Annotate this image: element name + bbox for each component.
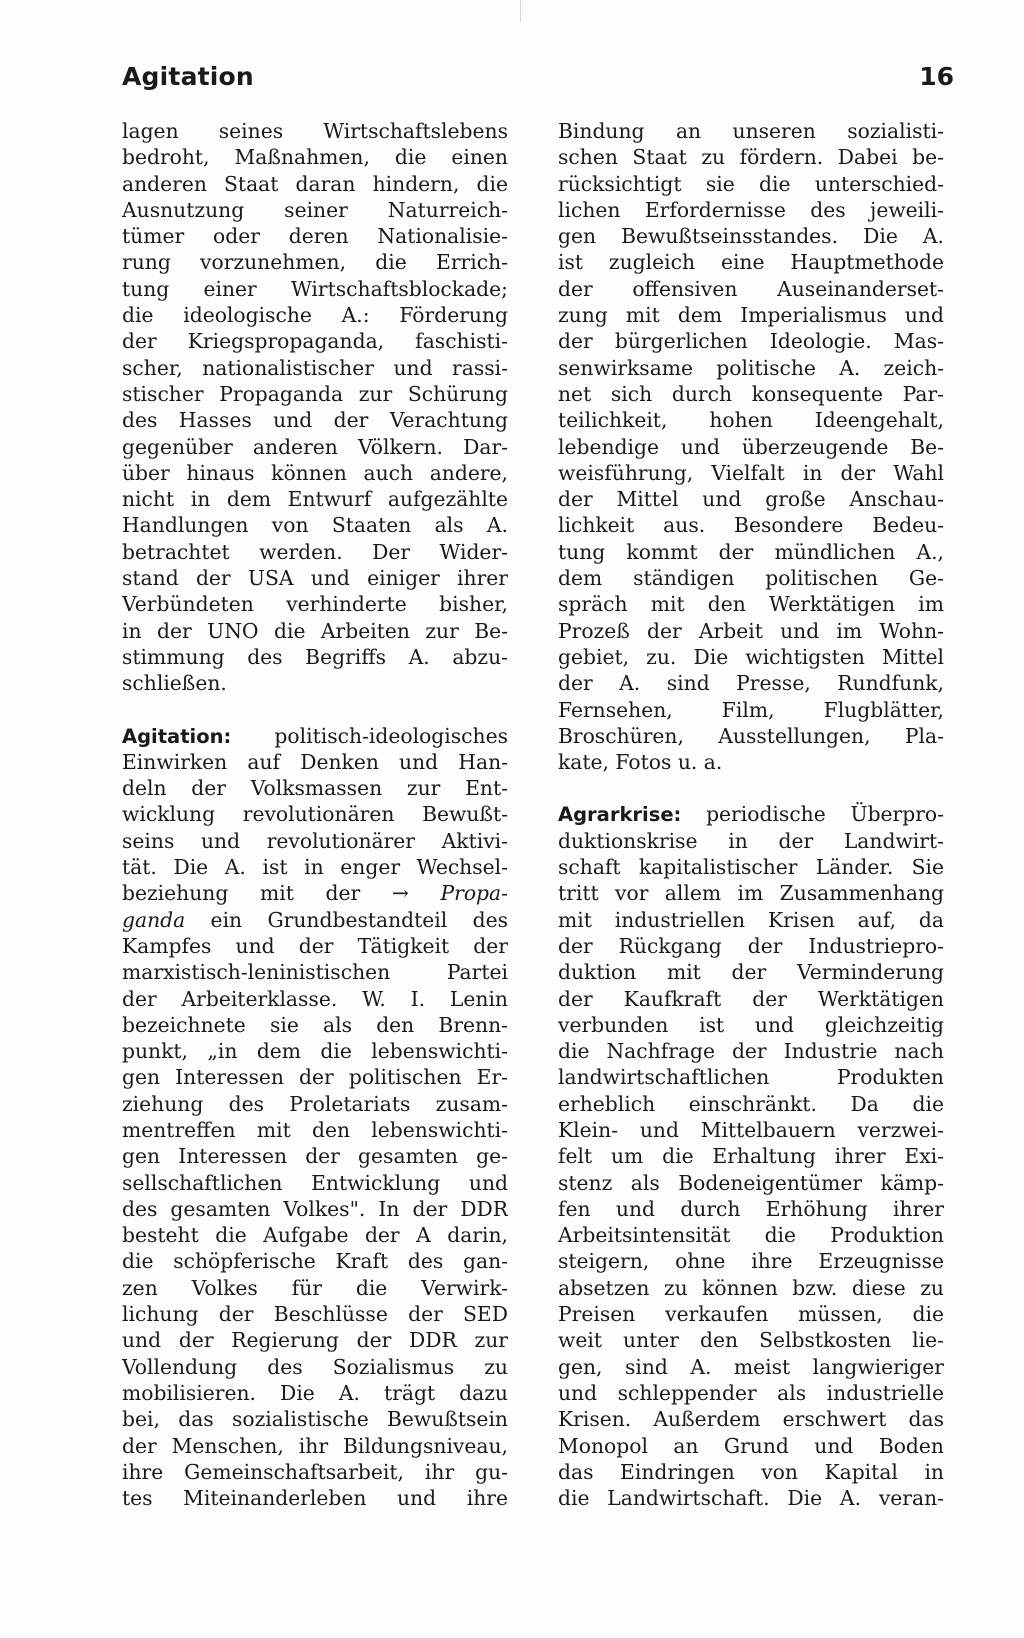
text-line (558, 118, 944, 144)
line-text: Monopol an Grund und Boden (558, 1433, 944, 1458)
text-line (558, 933, 944, 959)
line-text: schaft kapitalistischer Länder. Sie (558, 855, 944, 880)
line-text: Handlungen von Staaten als A. (122, 513, 508, 538)
entry-term: Agitation: (122, 724, 232, 748)
line-text: lagen seines Wirtschaftslebens (122, 119, 508, 143)
text-line (558, 1170, 944, 1196)
line-text: tes Miteinanderleben und ihre (122, 1486, 508, 1511)
line-text: der Kaufkraft der Werktätigen (558, 986, 944, 1011)
line-text: ist zugleich eine Hauptmethode (558, 250, 944, 275)
line-text: des gesamten Volkes". In der DDR (122, 1196, 508, 1221)
text-line (558, 907, 944, 933)
line-text: über hinaus können auch andere, (122, 460, 508, 485)
text-line (122, 933, 508, 959)
line-text: steigern, ohne ihre Erzeugnisse (558, 1249, 944, 1274)
line-text: zung mit dem Imperialismus und (558, 303, 944, 328)
text-line (558, 749, 944, 775)
paragraph-gap (122, 697, 508, 723)
line-text: periodische Überpro- (681, 802, 944, 827)
line-text: besteht die Aufgabe der A darin, (122, 1223, 508, 1248)
line-text: der A. sind Presse, Rundfunk, (558, 671, 944, 696)
line-text: Einwirken auf Denken und Han- (122, 749, 508, 774)
text-line (558, 1380, 944, 1406)
text-line (122, 144, 508, 170)
line-text: zen Volkes für die Verwirk- (122, 1275, 508, 1300)
text-line (122, 880, 508, 906)
line-text: das Eindringen von Kapital in (558, 1459, 944, 1484)
text-line (122, 1143, 508, 1169)
line-text: kate, Fotos u. a. (558, 750, 723, 775)
text-line (558, 223, 944, 249)
line-text: gegenüber anderen Völkern. Dar- (122, 434, 508, 459)
text-line (558, 1196, 944, 1222)
line-text: anderen Staat daran hindern, die (122, 171, 508, 196)
line-text: senwirksame politische A. zeich- (558, 355, 944, 380)
text-line (558, 171, 944, 197)
text-line (558, 512, 944, 538)
line-text: verbunden ist und gleichzeitig (558, 1012, 944, 1037)
text-line (122, 986, 508, 1012)
line-text: der offensiven Auseinanderset- (558, 276, 944, 301)
text-line (558, 407, 944, 433)
text-line (122, 249, 508, 275)
text-line (558, 539, 944, 565)
line-text: bei, das sozialistische Bewußtsein (122, 1407, 508, 1432)
text-line (122, 1064, 508, 1090)
line-text: gen Interessen der politischen Er- (122, 1065, 508, 1090)
line-text: marxistisch-leninistischen Partei (122, 960, 508, 985)
line-text: deln der Volksmassen zur Ent- (122, 776, 508, 801)
text-line (122, 565, 508, 591)
text-line (558, 1248, 944, 1274)
text-line (122, 1222, 508, 1248)
line-text: der bürgerlichen Ideologie. Mas- (558, 329, 944, 354)
text-line (558, 1038, 944, 1064)
italic-reference: Propa- (408, 881, 508, 906)
text-line (122, 328, 508, 354)
line-text: Fernsehen, Film, Flugblätter, (558, 697, 944, 722)
text-column-left (122, 118, 508, 1511)
text-line (122, 591, 508, 617)
line-text: ziehung des Proletariats zusam- (122, 1091, 508, 1116)
line-text: Verbündeten verhinderte bisher, (122, 592, 508, 617)
line-text: und der Regierung der DDR zur (122, 1328, 508, 1353)
text-line (558, 1222, 944, 1248)
text-line (558, 276, 944, 302)
text-line (122, 1380, 508, 1406)
line-text: in der UNO die Arbeiten zur Be- (122, 618, 508, 643)
line-text: der Menschen, ihr Bildungsniveau, (122, 1433, 508, 1458)
line-text: stimmung des Begriffs A. abzu- (122, 644, 508, 669)
text-line (122, 959, 508, 985)
line-text: politisch-ideologisches (231, 723, 508, 748)
text-line (122, 670, 508, 696)
line-text: Ausnutzung seiner Naturreich- (122, 197, 508, 222)
text-line (122, 1170, 508, 1196)
text-line (558, 644, 944, 670)
line-text: tümer oder deren Nationalisie- (122, 224, 508, 249)
text-line (122, 1196, 508, 1222)
line-text: Broschüren, Ausstellungen, Pla- (558, 723, 944, 748)
text-line (558, 197, 944, 223)
line-text: duktion mit der Verminderung (558, 960, 944, 985)
paragraph-gap (558, 775, 944, 801)
line-text: scher, nationalistischer und rassi- (122, 355, 508, 380)
text-line (122, 512, 508, 538)
line-text: tritt vor allem im Zusammenhang (558, 881, 944, 906)
line-text: landwirtschaftlichen Produkten (558, 1065, 944, 1090)
line-text: stand der USA und einiger ihrer (122, 566, 508, 591)
line-text: Prozeß der Arbeit und im Wohn- (558, 618, 944, 643)
text-line (122, 1117, 508, 1143)
line-text: gen Bewußtseinsstandes. Die A. (558, 224, 944, 249)
line-text: fen und durch Erhöhung ihrer (558, 1196, 944, 1221)
line-text: gen, sind A. meist langwieriger (558, 1354, 944, 1379)
text-line (558, 1327, 944, 1353)
line-text: stischer Propaganda zur Schürung (122, 381, 508, 406)
line-text: teilichkeit, hohen Ideengehalt, (558, 408, 944, 433)
line-text: schließen. (122, 671, 227, 696)
line-text: bezeichnete sie als den Brenn- (122, 1012, 508, 1037)
text-line (122, 486, 508, 512)
text-line (122, 644, 508, 670)
line-text: stenz als Bodeneigentümer kämp- (558, 1170, 944, 1195)
text-line (122, 1091, 508, 1117)
line-text: net sich durch konsequente Par- (558, 381, 944, 406)
text-line (122, 276, 508, 302)
line-text: betrachtet werden. Der Wider- (122, 539, 508, 564)
line-text: der Kriegspropaganda, faschisti- (122, 329, 508, 354)
text-line (558, 381, 944, 407)
text-line (122, 539, 508, 565)
line-text: nicht in dem Entwurf aufgezählte (122, 487, 508, 512)
text-line (122, 1433, 508, 1459)
line-text: Krisen. Außerdem erschwert das (558, 1407, 944, 1432)
text-line (558, 1091, 944, 1117)
text-line (558, 434, 944, 460)
line-text: der Arbeiterklasse. W. I. Lenin (122, 986, 508, 1011)
line-text: Vollendung des Sozialismus zu (122, 1354, 508, 1379)
text-line (558, 1064, 944, 1090)
line-text: lichung der Beschlüsse der SED (122, 1302, 508, 1327)
text-line (558, 618, 944, 644)
line-text: weit unter den Selbstkosten lie- (558, 1328, 944, 1353)
line-text: rücksichtigt sie die unterschied- (558, 171, 944, 196)
text-line (558, 670, 944, 696)
text-line (558, 1275, 944, 1301)
line-text: lichkeit aus. Besondere Bedeu- (558, 513, 944, 538)
text-line (558, 854, 944, 880)
text-line (122, 749, 508, 775)
text-line (122, 197, 508, 223)
line-text: mobilisieren. Die A. trägt dazu (122, 1380, 508, 1405)
text-line (558, 565, 944, 591)
text-line (558, 880, 944, 906)
text-line (558, 959, 944, 985)
text-line (558, 1143, 944, 1169)
text-line (558, 986, 944, 1012)
text-line (122, 1406, 508, 1432)
text-line (558, 355, 944, 381)
text-line (558, 249, 944, 275)
text-line (122, 118, 508, 144)
line-text: ein Grundbestandteil des (185, 907, 508, 932)
line-text: lichen Erfordernisse des jeweili- (558, 197, 944, 222)
text-line (558, 1012, 944, 1038)
text-line (122, 460, 508, 486)
text-line (122, 907, 508, 933)
line-text: der Rückgang der Industriepro- (558, 933, 944, 958)
text-line (122, 302, 508, 328)
line-text: weisführung, Vielfalt in der Wahl (558, 460, 944, 485)
text-line (122, 1038, 508, 1064)
text-line (122, 1012, 508, 1038)
text-line (122, 1301, 508, 1327)
line-text: tät. Die A. ist in enger Wechsel- (122, 855, 508, 880)
text-line (558, 1117, 944, 1143)
text-line (558, 1301, 944, 1327)
text-line (558, 1354, 944, 1380)
text-line (122, 223, 508, 249)
line-text: gen Interessen der gesamten ge- (122, 1144, 508, 1169)
line-text: Kampfes und der Tätigkeit der (122, 933, 508, 958)
text-line (122, 723, 508, 749)
line-text: schen Staat zu fördern. Dabei be- (558, 145, 944, 170)
text-line (122, 407, 508, 433)
line-text: die ideologische A.: Förderung (122, 303, 508, 328)
line-text: der Mittel und große Anschau- (558, 487, 944, 512)
text-line (122, 618, 508, 644)
line-text: bedroht, Maßnahmen, die einen (122, 145, 508, 170)
line-text: Arbeitsintensität die Produktion (558, 1223, 944, 1248)
entry-term: Agrarkrise: (558, 803, 682, 827)
line-text: Bindung an unseren sozialisti- (558, 119, 944, 143)
line-text: rung vorzunehmen, die Errich- (122, 250, 508, 275)
text-line (122, 434, 508, 460)
text-line (558, 1485, 944, 1511)
text-line (558, 591, 944, 617)
line-text: des Hasses und der Verachtung (122, 408, 508, 433)
italic-reference: ganda (122, 907, 186, 932)
line-text: punkt, „in dem die lebenswichti- (122, 1039, 508, 1064)
page-number: 16 (919, 62, 954, 91)
line-text: beziehung mit der → (122, 881, 409, 906)
line-text: gebiet, zu. Die wichtigsten Mittel (558, 644, 944, 669)
line-text: tung einer Wirtschaftsblockade; (122, 276, 508, 301)
line-text: erheblich einschränkt. Da die (558, 1091, 944, 1116)
line-text: mit industriellen Krisen auf, da (558, 907, 944, 932)
line-text: die Nachfrage der Industrie nach (558, 1039, 944, 1064)
text-line (558, 460, 944, 486)
text-line (558, 144, 944, 170)
text-line (558, 1406, 944, 1432)
line-text: felt um die Erhaltung ihrer Exi- (558, 1144, 944, 1169)
line-text: wicklung revolutionären Bewußt- (122, 802, 508, 827)
text-line (122, 1248, 508, 1274)
text-line (122, 828, 508, 854)
text-line (558, 723, 944, 749)
text-line (122, 1275, 508, 1301)
line-text: Preisen verkaufen müssen, die (558, 1302, 944, 1327)
line-text: mentreffen mit den lebenswichti- (122, 1117, 508, 1142)
text-column-right (558, 118, 944, 1511)
text-line (558, 328, 944, 354)
line-text: spräch mit den Werktätigen im (558, 592, 944, 617)
text-line (558, 1459, 944, 1485)
text-line (558, 302, 944, 328)
line-text: und schleppender als industrielle (558, 1380, 944, 1405)
text-line (122, 1485, 508, 1511)
text-line (122, 801, 508, 827)
line-text: seins und revolutionärer Aktivi- (122, 828, 508, 853)
line-text: Klein- und Mittelbauern verzwei- (558, 1117, 944, 1142)
text-line (122, 171, 508, 197)
line-text: die schöpferische Kraft des gan- (122, 1249, 508, 1274)
text-line (122, 355, 508, 381)
line-text: lebendige und überzeugende Be- (558, 434, 944, 459)
line-text: ihre Gemeinschaftsarbeit, ihr gu- (122, 1459, 508, 1484)
text-line (122, 775, 508, 801)
text-line (558, 801, 944, 827)
scan-edge-mark (520, 0, 521, 22)
line-text: duktionskrise in der Landwirt- (558, 828, 944, 853)
text-line (122, 381, 508, 407)
text-line (558, 697, 944, 723)
line-text: absetzen zu können bzw. diese zu (558, 1275, 944, 1300)
text-line (122, 1327, 508, 1353)
line-text: dem ständigen politischen Ge- (558, 566, 944, 591)
text-line (558, 828, 944, 854)
line-text: sellschaftlichen Entwicklung und (122, 1170, 508, 1195)
text-line (122, 1354, 508, 1380)
running-header-title: Agitation (122, 62, 254, 91)
line-text: die Landwirtschaft. Die A. veran- (558, 1486, 944, 1511)
text-line (558, 486, 944, 512)
text-line (122, 1459, 508, 1485)
text-line (122, 854, 508, 880)
text-line (558, 1433, 944, 1459)
line-text: tung kommt der mündlichen A., (558, 539, 944, 564)
